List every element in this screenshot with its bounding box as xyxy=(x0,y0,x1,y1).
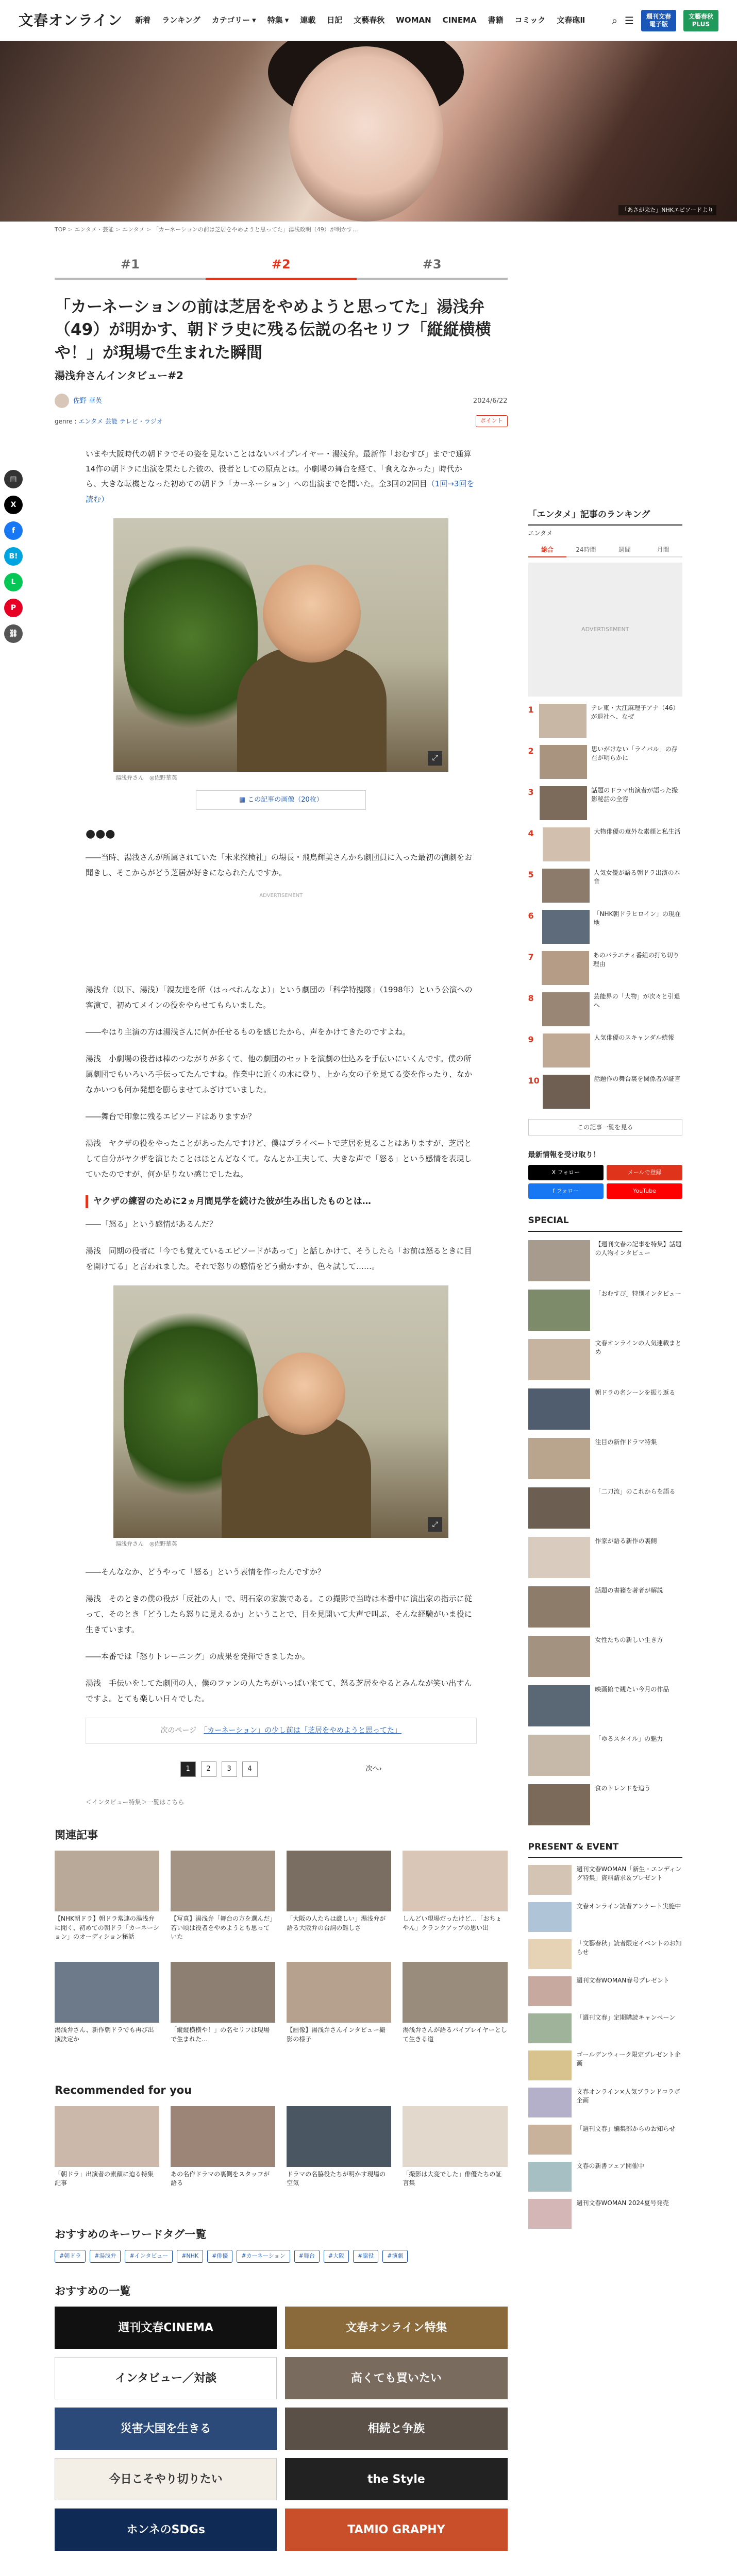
nav-category[interactable] xyxy=(212,14,256,26)
present-thumb xyxy=(528,2050,572,2080)
publish-date: 2024/6/22 xyxy=(473,397,508,405)
nav-bunshun[interactable]: 文春砲Ⅱ xyxy=(557,15,585,25)
related-thumb xyxy=(287,1962,391,2023)
nav-feature[interactable] xyxy=(267,14,289,26)
recommended-card[interactable] xyxy=(55,2106,159,2206)
related-title: 湯浅弁さん、新作朝ドラでも再び出演決定か xyxy=(55,2026,154,2043)
special-thumb xyxy=(528,1290,590,1331)
tab-ranking-month[interactable]: 月間 xyxy=(644,543,682,557)
tab-ranking-24h[interactable]: 24時間 xyxy=(566,543,605,557)
author-avatar xyxy=(55,394,69,408)
present-title: ゴールデンウィーク限定プレゼント企画 xyxy=(576,2051,681,2067)
ranking-title: 人気俳優のスキャンダル続報 xyxy=(594,1034,675,1041)
special-heading: SPECIAL xyxy=(528,1214,682,1232)
feature-banner[interactable]: the Style xyxy=(285,2458,507,2500)
ranking-thumb xyxy=(540,745,587,779)
question: ――そんななか、どうやって「怒る」という表情を作ったんですか？ xyxy=(86,1567,326,1577)
related-card[interactable] xyxy=(171,1851,275,1951)
ranking-title: 芸能界の「大物」が次々と引退へ xyxy=(593,993,680,1009)
special-title: 朝ドラの名シーンを振り返る xyxy=(595,1388,676,1396)
article-title: 「カーネーションの前は芝居をやめようと思ってた」湯浅弁（49）が明かす、朝ドラ史に残る伝説の名セリフ「縦縦横横や！」が現場で生まれた瞬間 xyxy=(55,297,491,363)
tab-ranking-all[interactable]: 総合 xyxy=(528,543,567,557)
recommended-grid xyxy=(55,2106,508,2206)
special-item[interactable] xyxy=(528,1685,682,1726)
ranking-item[interactable] xyxy=(528,786,682,820)
hero-image xyxy=(0,41,737,222)
page-1[interactable]: 1 xyxy=(180,1761,196,1777)
mail-subscribe-button[interactable]: メールで登録 xyxy=(607,1165,682,1180)
present-item[interactable] xyxy=(528,2050,682,2080)
ranking-title: 大物俳優の意外な素顔と私生活 xyxy=(594,828,681,835)
rank-number: 6 xyxy=(528,911,534,921)
tab-part-1[interactable]: #1 xyxy=(55,251,206,280)
answer: 湯浅 同期の役者に「今でも覚えているエピソードがあって」と話しかけて、そうしたら「お前は怒るときに目を開けてる」と言われました。それで怒りの感情をどう動かすか、色々試して……。 xyxy=(86,1246,472,1272)
genre-tag[interactable]: エンタメ xyxy=(78,417,104,425)
related-card[interactable] xyxy=(287,1851,391,1951)
breadcrumb xyxy=(0,222,737,239)
ranking-item[interactable] xyxy=(528,827,682,861)
site-logo[interactable]: 文春オンライン xyxy=(19,11,123,29)
special-thumb xyxy=(528,1240,590,1281)
menu-icon[interactable]: ☰ xyxy=(625,14,634,27)
present-title: 「文藝春秋」読者限定イベントのお知らせ xyxy=(576,1940,682,1956)
recommended-title: 「朝ドラ」出演者の素顔に迫る特集記事 xyxy=(55,2170,154,2187)
related-thumb xyxy=(403,1851,507,1911)
special-thumb xyxy=(528,1339,590,1380)
chevron-down-icon: ▾ xyxy=(252,15,256,25)
keyword-tags xyxy=(55,2250,508,2263)
ranking-item[interactable] xyxy=(528,745,682,779)
next-page-button[interactable] xyxy=(366,1761,382,1777)
article-lead xyxy=(55,447,508,507)
answer: 湯浅 小劇場の役者は棒のつながりが多くて、他の劇団のセットを演劇の仕込みを手伝いにいくんです。僕の所属劇団でもいろいろ手伝ってたんですね。作業中に近くの木に登り、上から女の子を見てる姿を作ったり、なかなかいつも何か発想を膨らませてふざけていました。 xyxy=(86,1054,473,1094)
special-item[interactable] xyxy=(528,1240,682,1281)
ranking-title: 「NHK朝ドラヒロイン」の現在地 xyxy=(593,910,681,926)
zoom-icon[interactable]: ⤢ xyxy=(428,1517,442,1532)
pagination xyxy=(55,1761,508,1777)
feature-banners xyxy=(55,2307,508,2551)
answer: 湯浅弁（以下、湯浅）「親友達を所（はっぺれんなよ）」という劇団の「科学特捜隊」（1998年）という公演への客演で、初めてメインの役をやらせてもらいました。 xyxy=(86,985,473,1010)
x-share-icon[interactable]: X xyxy=(4,496,23,514)
feature-banner[interactable]: インタビュー／対談 xyxy=(55,2357,277,2399)
recommended-thumb xyxy=(55,2106,159,2167)
special-title: 食のトレンドを追う xyxy=(595,1784,651,1792)
tab-ranking-week[interactable]: 週間 xyxy=(605,543,644,557)
ranking-heading xyxy=(528,509,682,526)
special-thumb xyxy=(528,1438,590,1479)
photo-body-shape xyxy=(237,647,387,772)
sidebar-ad[interactable]: ADVERTISEMENT xyxy=(528,563,682,697)
special-item[interactable] xyxy=(528,1735,682,1776)
recommended-thumb xyxy=(171,2106,275,2167)
save-button[interactable]: ポイント xyxy=(476,415,508,427)
related-title: しんどい現場だったけど…「おちょやん」クランクアップの思い出 xyxy=(403,1915,502,1931)
related-card[interactable] xyxy=(55,1962,159,2062)
series-link[interactable]: ＜インタビュー特集＞一覧はこちら xyxy=(86,1798,185,1806)
feature-banner[interactable]: ホンネのSDGs xyxy=(55,2509,277,2551)
keyword-tag[interactable]: #脇役 xyxy=(353,2250,378,2263)
rank-number: 2 xyxy=(528,746,534,756)
photo-caption: 湯浅弁さん ◎佐野華英 xyxy=(115,1540,177,1548)
present-thumb xyxy=(528,2088,572,2117)
special-thumb xyxy=(528,1388,590,1430)
keyword-tag[interactable]: #大阪 xyxy=(324,2250,349,2263)
article-photo-2[interactable] xyxy=(113,1285,448,1538)
special-item[interactable] xyxy=(528,1487,682,1529)
breadcrumb-item: > 「カーネーションの前は芝居をやめようと思ってた」湯浅政明（49）が明かす… xyxy=(145,226,358,233)
search-icon[interactable]: ⌕ xyxy=(611,14,618,27)
keyword-tag[interactable]: #舞台 xyxy=(294,2250,320,2263)
rank-number: 10 xyxy=(528,1076,540,1086)
present-title: 文春オンライン読者アンケート実施中 xyxy=(576,1903,681,1910)
related-thumb xyxy=(171,1962,275,2023)
nav-cinema[interactable]: CINEMA xyxy=(442,15,477,25)
recommended-title: ドラマの名脇役たちが明かす現場の空気 xyxy=(287,2170,386,2187)
author-name: 佐野 華英 xyxy=(73,397,103,405)
article-body xyxy=(55,1216,508,1274)
special-item[interactable] xyxy=(528,1537,682,1578)
article-photo-1[interactable] xyxy=(113,518,448,772)
present-thumb xyxy=(528,2013,572,2043)
features-heading: おすすめの一覧 xyxy=(55,2284,131,2297)
present-thumb xyxy=(528,2162,572,2192)
recommended-title: あの名作ドラマの裏側をスタッフが語る xyxy=(171,2170,270,2187)
advertisement-label: ADVERTISEMENT xyxy=(259,892,303,899)
ranking-thumb xyxy=(539,704,587,738)
follow-buttons xyxy=(528,1165,682,1199)
nav-bungei[interactable]: 文藝春秋 xyxy=(354,15,385,25)
keyword-tag[interactable]: #NHK xyxy=(177,2250,203,2263)
recommended-card[interactable] xyxy=(171,2106,275,2206)
gallery-label: この記事の画像（20枚） xyxy=(247,796,323,804)
nav-feature-label: 特集 xyxy=(267,15,283,25)
present-thumb xyxy=(528,1902,572,1932)
related-card[interactable] xyxy=(171,1962,275,2062)
answer: 湯浅 手伝いをしてた劇団の人、僕のファンの人たちがいっぱい来てて、怒る芝居をやるとみんなが笑い出すんですよ。とても楽しい日々でした。 xyxy=(86,1678,472,1703)
share-bar xyxy=(4,470,23,643)
special-thumb xyxy=(528,1487,590,1529)
author[interactable] xyxy=(55,394,102,408)
line-share-icon[interactable]: L xyxy=(4,573,23,591)
bungei-plus-button[interactable]: 文藝春秋 PLUS xyxy=(683,10,718,31)
article-meta xyxy=(55,394,508,408)
question: ――舞台で印象に残るエピソードはありますか？ xyxy=(86,1111,256,1121)
ranking-thumb xyxy=(543,1075,590,1109)
ranking-more-button[interactable]: この記事一覧を見る xyxy=(528,1119,682,1136)
special-title: 作家が語る新作の裏側 xyxy=(595,1537,657,1545)
special-item[interactable] xyxy=(528,1339,682,1380)
recommended-title: 「撮影は大変でした」俳優たちの証言集 xyxy=(403,2170,502,2187)
ranking-item[interactable] xyxy=(528,704,682,738)
ranking-title: 話題作の舞台裏を関係者が証言 xyxy=(594,1075,681,1082)
facebook-follow-button[interactable]: f フォロー xyxy=(528,1183,604,1199)
article-body xyxy=(55,982,508,1182)
bunshun-digital-button[interactable]: 週刊文春 電子版 xyxy=(641,10,676,31)
breadcrumb-item[interactable]: > エンタメ xyxy=(114,226,145,233)
related-card[interactable] xyxy=(55,1851,159,1951)
related-thumb xyxy=(287,1851,391,1911)
breadcrumb-item[interactable]: TOP xyxy=(55,226,66,233)
present-item[interactable] xyxy=(528,2162,682,2192)
photo-caption: 湯浅弁さん ◎佐野華英 xyxy=(115,774,177,781)
page-3[interactable]: 3 xyxy=(222,1761,237,1777)
ranking-subtitle: エンタメ xyxy=(528,530,553,537)
article-subtitle: 湯浅弁さんインタビュー#2 xyxy=(55,369,183,382)
ranking-thumb xyxy=(542,992,590,1026)
related-thumb xyxy=(171,1851,275,1911)
related-title: 【写真】湯浅弁「舞台の方を選んだ」若い頃は役者をやめようとも思っていた xyxy=(171,1915,273,1941)
ranking-title: 話題のドラマ出演者が語った撮影秘話の全容 xyxy=(591,787,678,803)
present-item[interactable] xyxy=(528,1976,682,2006)
genre-tag[interactable]: 芸能 xyxy=(105,417,118,425)
next-page-label: 次へ xyxy=(365,1765,379,1773)
photo-face-shape xyxy=(263,1352,345,1435)
recommended-thumb xyxy=(403,2106,507,2167)
hero-caption: 「あさが来た」NHKエピソードより xyxy=(618,205,716,216)
present-title: 週刊文春WOMAN 2024夏号発売 xyxy=(576,2199,669,2207)
special-title: 「ゆるスタイル」の魅力 xyxy=(595,1735,663,1742)
rank-number: 8 xyxy=(528,993,534,1003)
zoom-icon[interactable]: ⤢ xyxy=(428,751,442,766)
question: ――「怒る」という感情があるんだ？ xyxy=(86,1219,217,1229)
present-thumb xyxy=(528,2199,572,2229)
rank-number: 9 xyxy=(528,1035,534,1044)
nav-category-label: カテゴリー xyxy=(211,15,250,25)
related-card[interactable] xyxy=(403,1851,507,1951)
article-body xyxy=(55,1564,508,1706)
related-title: 【画像】湯浅弁さんインタビュー撮影の様子 xyxy=(287,2026,386,2043)
ranking-item[interactable] xyxy=(528,1033,682,1067)
ranking-title: テレ東・大江麻理子アナ（46）が退社へ、なぜ xyxy=(591,704,679,720)
hatena-share-icon[interactable]: B! xyxy=(4,547,23,566)
nav-new[interactable]: 新着 xyxy=(135,15,151,25)
feature-banner[interactable]: 今日こそやり切りたい xyxy=(55,2458,277,2500)
special-title: 注目の新作ドラマ特集 xyxy=(595,1438,657,1446)
ranking-tabs xyxy=(528,543,682,557)
present-title: 「週刊文春」編集部からのお知らせ xyxy=(576,2125,676,2132)
question: ――本番では「怒りトレーニング」の成果を発揮できましたか。 xyxy=(86,1651,310,1661)
special-thumb xyxy=(528,1784,590,1825)
ranking-thumb xyxy=(542,910,590,944)
special-thumb xyxy=(528,1537,590,1578)
nav-books[interactable]: 書籍 xyxy=(488,15,504,25)
related-title: 【NHK朝ドラ】朝ドラ常連の湯浅弁に聞く、初めての朝ドラ「カーネーション」のオーディション秘話 xyxy=(55,1915,159,1941)
present-item[interactable] xyxy=(528,2013,682,2043)
ranking-title: 人気女優が語る朝ドラ出演の本音 xyxy=(593,869,680,885)
special-title: 文春オンラインの人気連載まとめ xyxy=(595,1339,682,1355)
feature-banner[interactable]: 文春オンライン特集 xyxy=(285,2307,507,2349)
nav-diary[interactable]: 日記 xyxy=(327,15,343,25)
special-title: 「おむすび」特別インタビュー xyxy=(595,1290,682,1297)
related-title: 「大阪の人たちは厳しい」湯浅弁が語る大阪弁の台詞の難しさ xyxy=(287,1915,386,1931)
page-2[interactable]: 2 xyxy=(201,1761,216,1777)
article-part-tabs xyxy=(55,251,508,280)
keyword-tag[interactable]: #インタビュー xyxy=(125,2250,173,2263)
facebook-share-icon[interactable]: f xyxy=(4,521,23,540)
special-item[interactable] xyxy=(528,1784,682,1825)
section-dots: ●●● xyxy=(86,827,115,840)
special-thumb xyxy=(528,1685,590,1726)
rank-number: 5 xyxy=(528,870,534,879)
present-title: 週刊文春WOMAN春号プレゼント xyxy=(576,1977,669,1984)
special-thumb xyxy=(528,1586,590,1628)
rank-number: 7 xyxy=(528,952,534,962)
special-thumb xyxy=(528,1735,590,1776)
present-title: 週刊文春WOMAN「新生・エンディング特集」資料請求＆プレゼント xyxy=(576,1866,682,1882)
recommended-card[interactable] xyxy=(403,2106,507,2206)
header-actions xyxy=(612,10,718,31)
tab-part-2[interactable]: #2 xyxy=(206,251,357,280)
nav-comic[interactable]: コミック xyxy=(514,15,546,25)
ranking-item[interactable] xyxy=(528,910,682,944)
ranking-title: 「エンタメ」記事のランキング xyxy=(528,509,650,520)
rank-number: 3 xyxy=(528,787,534,797)
sidebar xyxy=(528,496,682,2551)
special-thumb xyxy=(528,1636,590,1677)
related-thumb xyxy=(55,1962,159,2023)
related-card[interactable] xyxy=(403,1962,507,2062)
next-page-link[interactable] xyxy=(86,1718,477,1744)
present-item[interactable] xyxy=(528,2199,682,2229)
special-item[interactable] xyxy=(528,1290,682,1331)
feature-banner[interactable]: 災害大国を生きる xyxy=(55,2408,277,2450)
ranking-thumb xyxy=(540,786,587,820)
ranking-thumb xyxy=(543,1033,590,1067)
ranking-title: 思いがけない「ライバル」の存在が明らかに xyxy=(591,745,678,761)
recommended-card[interactable] xyxy=(287,2106,391,2206)
present-thumb xyxy=(528,1939,572,1969)
chevron-down-icon: ▾ xyxy=(284,15,289,25)
recommended-heading: Recommended for you xyxy=(55,2084,192,2097)
breadcrumb-item[interactable]: > エンタメ・芸能 xyxy=(66,226,114,233)
x-follow-button[interactable]: X フォロー xyxy=(528,1165,604,1180)
related-title: 湯浅弁さんが語るバイプレイヤーとして生きる道 xyxy=(403,2026,507,2043)
ranking-title: あのバラエティ番組の打ち切り理由 xyxy=(593,952,679,968)
special-item[interactable] xyxy=(528,1438,682,1479)
link-copy-icon[interactable]: ⛓ xyxy=(4,624,23,643)
keyword-tag[interactable]: #カーネーション xyxy=(237,2250,290,2263)
global-nav xyxy=(135,14,599,26)
special-item[interactable] xyxy=(528,1636,682,1677)
present-heading: PRESENT & EVENT xyxy=(528,1841,682,1858)
keyword-tag[interactable]: #俳優 xyxy=(207,2250,232,2263)
follow-heading: 最新情報を受け取り！ xyxy=(528,1151,600,1159)
gallery-icon: ▦ xyxy=(239,796,248,804)
ranking-item[interactable] xyxy=(528,1075,682,1109)
special-title: 【週刊文春の記事を特集】話題の人物インタビュー xyxy=(595,1240,682,1257)
ranking-thumb xyxy=(543,827,590,861)
present-thumb xyxy=(528,1976,572,2006)
related-heading: 関連記事 xyxy=(55,1828,98,1841)
ranking-thumb xyxy=(542,951,589,985)
photo-face-shape xyxy=(263,565,361,663)
page-body xyxy=(0,239,737,2551)
nav-ranking[interactable]: ランキング xyxy=(162,15,200,25)
feature-banner[interactable]: 相続と争族 xyxy=(285,2408,507,2450)
feature-banner[interactable]: 高くても買いたい xyxy=(285,2357,507,2399)
special-item[interactable] xyxy=(528,1388,682,1430)
present-item[interactable] xyxy=(528,2125,682,2155)
present-thumb xyxy=(528,2125,572,2155)
keyword-tag[interactable]: #湯浅弁 xyxy=(90,2250,121,2263)
gallery-button[interactable] xyxy=(196,790,366,810)
related-thumb xyxy=(55,1851,159,1911)
ranking-item[interactable] xyxy=(528,951,682,985)
nav-serial[interactable]: 連載 xyxy=(300,15,316,25)
special-title: 「二刀流」のこれからを語る xyxy=(595,1487,676,1495)
ranking-thumb xyxy=(542,869,590,903)
special-title: 映画館で観たい今月の作品 xyxy=(595,1685,669,1693)
related-grid xyxy=(55,1851,508,2062)
answer: 湯浅 そのときの僕の役が「反社の人」で、明石家の家族である。この撮影で当時は本番中に演出家の指示に従って、そのとき「どうしたら怒りに見えるか」ということで、目を見開いて大声で叫ぶ、そんな経験がいま役に生きています。 xyxy=(86,1594,472,1634)
hero-face-shape xyxy=(289,46,443,222)
related-thumb xyxy=(403,1962,507,2023)
nav-woman[interactable]: WOMAN xyxy=(396,15,431,25)
article-body xyxy=(55,850,508,880)
tab-part-3[interactable]: #3 xyxy=(357,251,508,280)
present-title: 「週刊文春」定期購読キャンペーン xyxy=(576,2014,676,2021)
special-item[interactable] xyxy=(528,1586,682,1628)
next-title: 「カーネーション」の少し前は「芝居をやめようと思ってた」 xyxy=(204,1726,401,1735)
page-4[interactable]: 4 xyxy=(242,1761,258,1777)
present-item[interactable] xyxy=(528,1865,682,1895)
special-title: 女性たちの新しい生き方 xyxy=(595,1636,663,1643)
related-title: 「縦縦横横や！」の名セリフは現場で生まれた… xyxy=(171,2026,270,2043)
lead-text: いまや大阪時代の朝ドラでその姿を見ないことはないバイプレイヤー・湯浅弁。最新作「おむすび」までで通算14作の朝ドラに出演を果たした彼の、役者としての原点とは。小劇場の舞台を経て、「食えなかった」時代から、大きな転機となった初めての朝ドラ「カーネーション」への出演までを聞いた。全3回の2回目 xyxy=(86,449,472,489)
question: ――当時、湯浅さんが所属されていた「未来探検社」の場長・飛鳥輝美さんから劇団員に入った最初の演劇をお聞きし、そこからがどう芝居が好きになられたんですか。 xyxy=(86,852,473,877)
present-item[interactable] xyxy=(528,1902,682,1932)
section-heading: ヤクザの練習のために2ヵ月間見学を続けた彼が生み出したものとは… xyxy=(86,1195,477,1209)
bookmark-icon[interactable]: ▤ xyxy=(4,470,23,488)
youtube-button[interactable]: YouTube xyxy=(607,1183,682,1199)
ranking-item[interactable] xyxy=(528,992,682,1026)
chevron-right-icon: › xyxy=(379,1765,382,1773)
keyword-tag[interactable]: #朝ドラ xyxy=(55,2250,86,2263)
feature-banner[interactable]: TAMIO GRAPHY xyxy=(285,2509,507,2551)
keywords-heading: おすすめのキーワードタグ一覧 xyxy=(55,2228,207,2241)
special-title: 話題の書籍を著者が解説 xyxy=(595,1586,663,1594)
main-column xyxy=(55,239,508,2551)
related-card[interactable] xyxy=(287,1962,391,2062)
rank-number: 4 xyxy=(528,828,534,838)
present-item[interactable] xyxy=(528,1939,682,1969)
genre-label: genre : xyxy=(55,417,77,425)
present-title: 文春の新書フェア開催中 xyxy=(576,2162,644,2170)
question: ――やはり主演の方は湯浅さんに何か任せるものを感じたから、声をかけてきたのですよね。 xyxy=(86,1027,411,1037)
feature-banner[interactable]: 週刊文春CINEMA xyxy=(55,2307,277,2349)
present-item[interactable] xyxy=(528,2088,682,2117)
present-title: 文春オンライン×人気ブランドコラボ企画 xyxy=(576,2088,680,2105)
pocket-share-icon[interactable]: P xyxy=(4,599,23,617)
present-thumb xyxy=(528,1865,572,1895)
keyword-tag[interactable]: #演劇 xyxy=(382,2250,408,2263)
top-navigation xyxy=(0,0,737,41)
genre-tag[interactable]: テレビ・ラジオ xyxy=(120,417,163,425)
lead-link[interactable]: （1回→3回を読む） xyxy=(86,479,475,504)
recommended-thumb xyxy=(287,2106,391,2167)
ranking-item[interactable] xyxy=(528,869,682,903)
answer: 湯浅 ヤクザの役をやったことがあったんですけど、僕はプライベートで芝居を見ることはありますが、芝居として自分がヤクザを演じたことはほとんどなくて。なんとか工夫して、大きな声で「怒る」という感情を表現していたのですが、何か足りない感じでしたね。 xyxy=(86,1138,472,1179)
genre-row xyxy=(55,415,508,427)
rank-number: 1 xyxy=(528,705,534,715)
next-label: 次のページ xyxy=(160,1726,197,1735)
